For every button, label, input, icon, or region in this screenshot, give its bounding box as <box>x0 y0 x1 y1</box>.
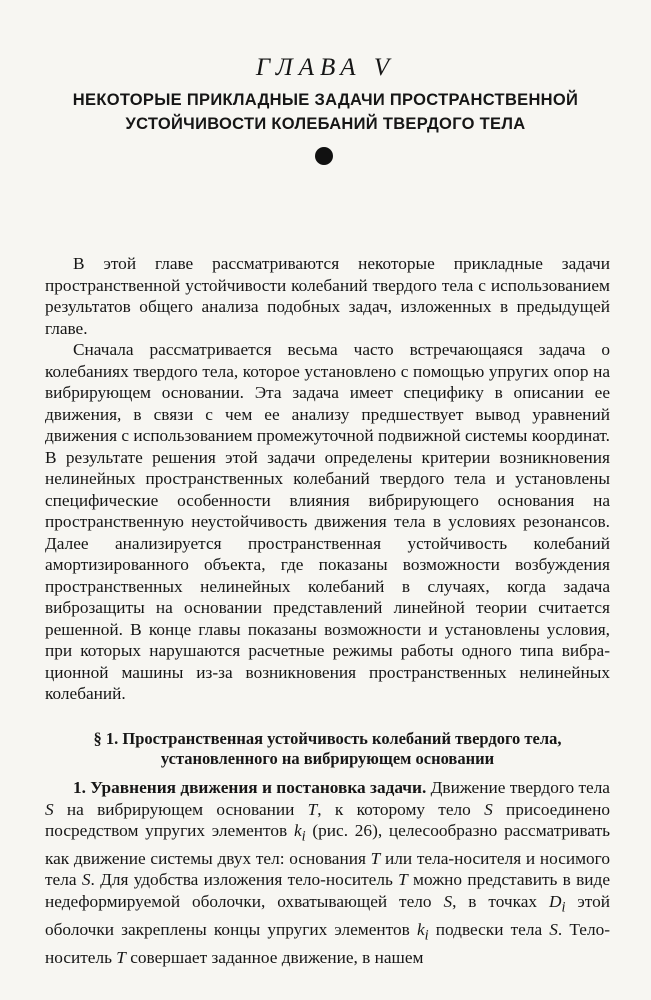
math-symbol: T <box>370 848 381 868</box>
math-subscript: i <box>561 899 566 916</box>
section-heading-line-2: установленного на вибрирующем основании <box>160 749 495 768</box>
text-run: присоединено посредством упругих элементов <box>45 799 610 840</box>
text-run: . Для удобства изложения тело-носитель <box>90 870 399 890</box>
math-symbol: k <box>416 919 425 939</box>
text-run: , к которому тело <box>317 799 485 819</box>
subsection-heading: 1. Уравнения движения и постановка задачи. <box>73 778 427 797</box>
section-heading <box>45 729 610 769</box>
chapter-title: НЕКОТОРЫЕ ПРИКЛАДНЫЕ ЗАДАЧИ ПРОСТРАНСТВЕННОЙ УСТОЙЧИВОСТИ КОЛЕБАНИЙ ТВЕРДОГО ТЕЛА <box>72 91 579 133</box>
chapter-label: ГЛАВА V <box>255 54 396 81</box>
intro-paragraph-2: Сначала рассматривается весьма часто встречающаяся задача о колебаниях твердого тела, которое установлено с помощью упругих опор на вибрирующем основании. Эта задача имеет специфику в описании ее движения, в связи с чем ее анализу предшествует вывод уравнений движения с использованием промежуточной подвижной системы координат. В результате решения этой задачи определены критерии возникновения нелинейных пространственных колебаний твердого тела и установлены специфические особенности влияния вибрирующего основания на пространственную неустойчивость движения тела в условиях резонансов. Далее анализируется пространственная устойчивость колебаний амортизированного объекта, где показаны возможности возбуждения пространственных нелинейных колебаний в случаях, когда задача виброзащиты на основании представлений линейной теории считается решенной. В конце главы показаны возможности и установлены условия, при которых нарушаются расчетные режимы работы одного типа вибрационной машины из-за возникновения пространственных нелинейных колебаний. <box>45 340 610 703</box>
math-symbol: S <box>45 799 54 819</box>
text-run: , в точках <box>452 891 549 911</box>
math-subscript: i <box>424 927 429 944</box>
math-symbol: k <box>293 821 302 840</box>
text-run: этой оболочки закреплены концы упругих элементов <box>45 891 610 939</box>
text-run: . Тело-носитель <box>45 919 610 967</box>
math-symbol: S <box>81 870 91 890</box>
math-symbol: S <box>443 891 453 911</box>
text-run: или тела-носителя и носимого тела <box>45 848 610 890</box>
text-run: Движение твердого тела <box>430 778 610 797</box>
intro-paragraph-1: В этой главе рассматриваются некоторые прикладные задачи пространственной устойчивости колебаний твердого тела с использованием результатов общего анализа подобных задач, изложенных в предыдущей главе. <box>45 254 610 338</box>
text-run: подвески тела <box>428 919 550 939</box>
section-1-text <box>45 777 610 968</box>
text-run: (рис. 26), целесообразно рассматривать как движение системы двух тел: основания <box>45 821 610 868</box>
math-symbol: S <box>549 919 558 939</box>
section-heading-line-1: § 1. Пространственная устойчивость колебаний твердого тела, <box>93 729 562 748</box>
math-symbol: T <box>307 799 318 819</box>
section-1-paragraph <box>45 777 610 968</box>
math-symbol: T <box>398 870 408 890</box>
math-symbol: S <box>484 799 493 819</box>
bullet-ornament <box>315 147 333 165</box>
text-run: на вибрирующем основании <box>53 799 308 819</box>
math-symbol: T <box>116 947 126 967</box>
text-run: можно представить в виде недеформируемой оболочки, охватывающей тело <box>45 870 611 911</box>
intro-text <box>45 253 610 705</box>
math-subscript: i <box>301 828 306 845</box>
math-symbol: D <box>548 891 562 911</box>
text-run: совершает заданное движение, в нашем <box>125 947 424 967</box>
